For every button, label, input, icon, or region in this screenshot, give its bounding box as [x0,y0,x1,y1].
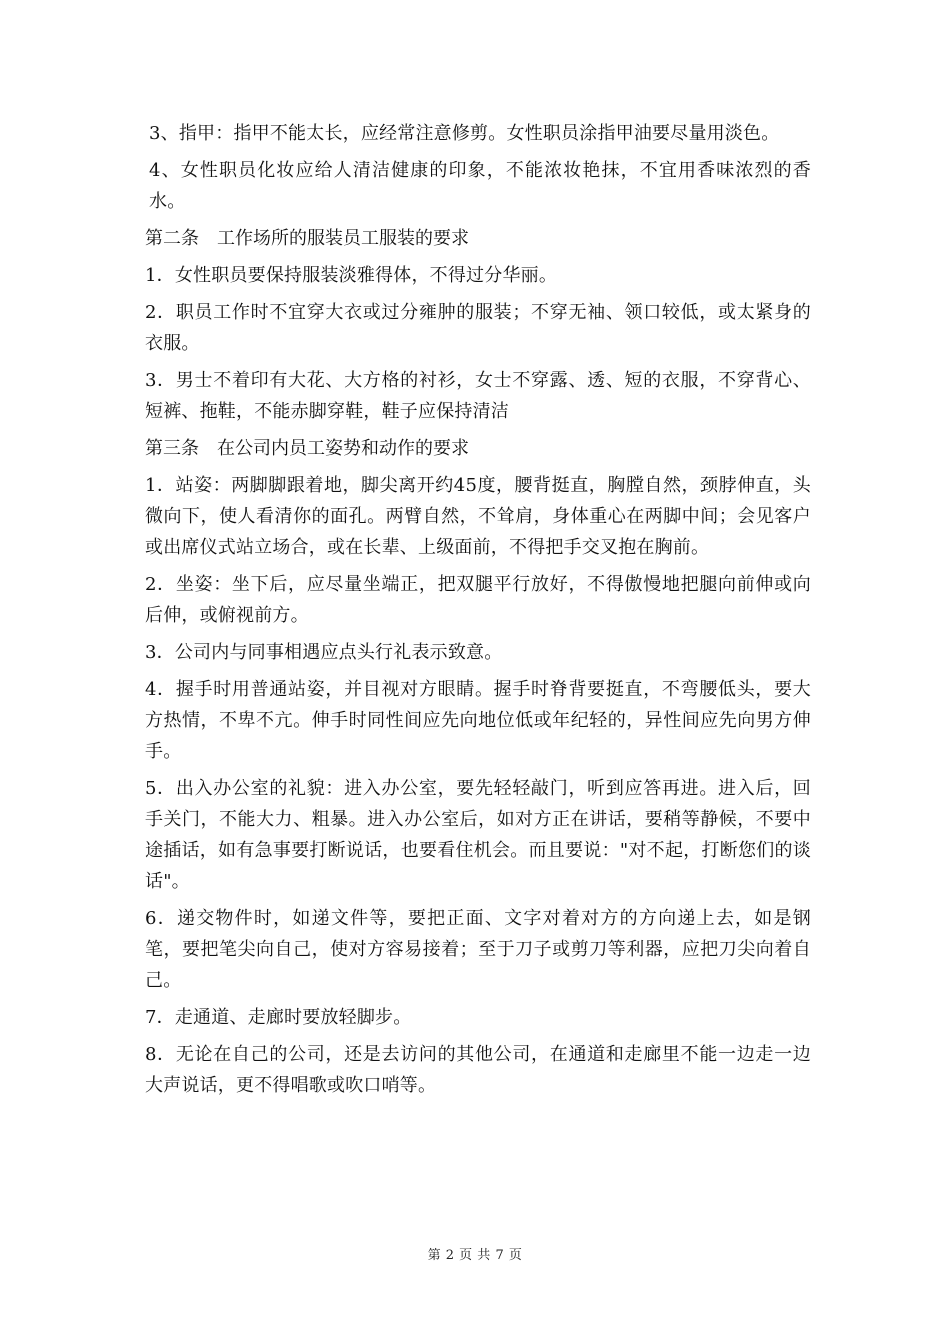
section-heading-posture: 第三条 在公司内员工姿势和动作的要求 [145,438,469,459]
paragraph-posture-2: 2．坐姿：坐下后，应尽量坐端正，把双腿平行放好，不得傲慢地把腿向前伸或向后伸，或俯视前方。 [145,574,811,626]
paragraph-posture-6: 6．递交物件时，如递文件等，要把正面、文字对着对方的方向递上去，如是钢笔，要把笔尖向自己，使对方容易接着；至于刀子或剪刀等利器，应把刀尖向着自己。 [145,908,811,991]
document-body [145,118,811,1107]
paragraph-posture-3: 3．公司内与同事相遇应点头行礼表示致意。 [145,642,503,663]
section-heading-clothing: 第二条 工作场所的服装员工服装的要求 [145,228,469,249]
paragraph-clothing-3: 3．男士不着印有大花、大方格的衬衫，女士不穿露、透、短的衣服，不穿背心、短裤、拖鞋，不能赤脚穿鞋，鞋子应保持清洁 [145,370,811,422]
paragraph-posture-4: 4．握手时用普通站姿，并目视对方眼睛。握手时脊背要挺直，不弯腰低头，要大方热情，不卑不亢。伸手时同性间应先向地位低或年纪轻的，异性间应先向男方伸手。 [145,679,811,762]
paragraph-posture-8: 8．无论在自己的公司，还是去访问的其他公司，在通道和走廊里不能一边走一边大声说话，更不得唱歌或吹口哨等。 [145,1044,811,1096]
paragraph-posture-7: 7．走通道、走廊时要放轻脚步。 [145,1007,412,1028]
paragraph-nails: 3、指甲：指甲不能太长，应经常注意修剪。女性职员涂指甲油要尽量用淡色。 [149,123,780,144]
paragraph-makeup: 4、女性职员化妆应给人清洁健康的印象，不能浓妆艳抹，不宜用香味浓烈的香水。 [149,160,811,212]
paragraph-posture-1: 1．站姿：两脚脚跟着地，脚尖离开约45度，腰背挺直，胸膛自然，颈脖伸直，头微向下，使人看清你的面孔。两臂自然，不耸肩，身体重心在两脚中间；会见客户或出席仪式站立场合，或在长辈、上级面前，不得把手交叉抱在胸前。 [145,475,811,558]
page-number-footer: 第 2 页 共 7 页 [427,1248,523,1263]
paragraph-clothing-1: 1．女性职员要保持服装淡雅得体，不得过分华丽。 [145,265,558,286]
paragraph-posture-5: 5．出入办公室的礼貌：进入办公室，要先轻轻敲门，听到应答再进。进入后，回手关门，不能大力、粗暴。进入办公室后，如对方正在讲话，要稍等静候，不要中途插话，如有急事要打断说话，也要看住机会。而且要说："对不起，打断您们的谈话"。 [145,778,811,892]
paragraph-clothing-2: 2．职员工作时不宜穿大衣或过分雍肿的服装；不穿无袖、领口较低，或太紧身的衣服。 [145,302,811,354]
